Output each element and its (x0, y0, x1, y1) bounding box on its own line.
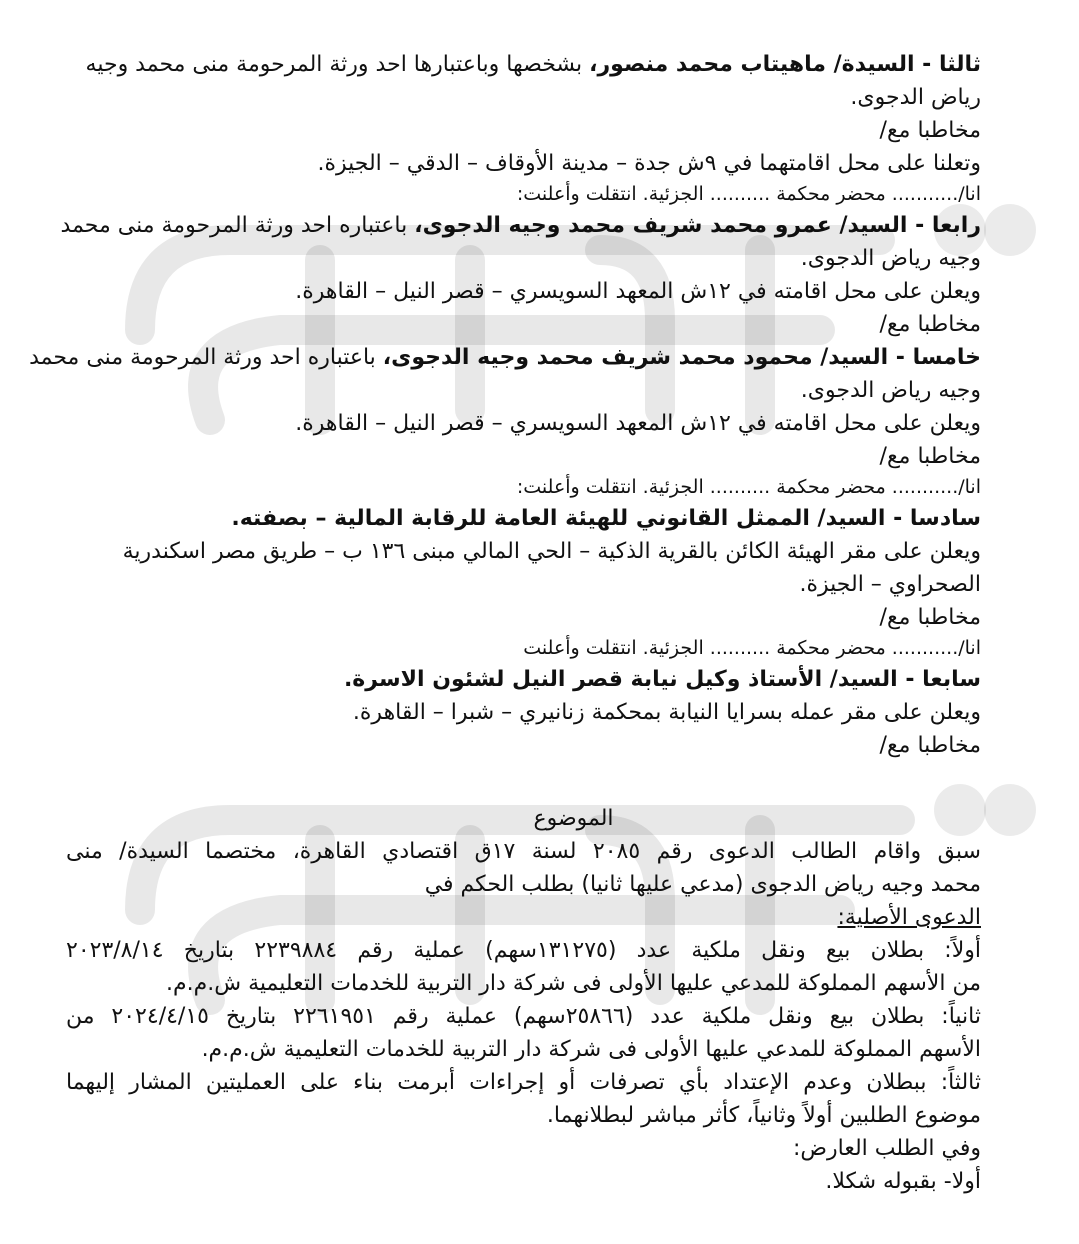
text-line (66, 901, 981, 934)
line-text: وتعلنا على محل اقامتهما في ٩ش جدة – مدينة الأوقاف – الدقي – الجيزة. (317, 151, 981, 176)
text-line (66, 473, 981, 502)
text-line (66, 663, 981, 696)
line-text: موضوع الطلبين أولاً وثانياً، كأثر مباشر لبطلانهما. (546, 1103, 981, 1128)
line-text: أولاً: بطلان بيع ونقل ملكية عدد (١٣١٢٧٥سهم) عملية رقم ٢٢٣٩٨٨٤ بتاريخ ٢٠٢٣/٨/١٤ (66, 938, 981, 963)
text-line (66, 535, 981, 568)
text-line (66, 967, 981, 1000)
text-line (66, 308, 981, 341)
text-line (66, 835, 981, 868)
line-text: محمد وجيه رياض الدجوى (مدعي عليها ثانيا) بطلب الحكم في (424, 872, 981, 897)
text-line (66, 374, 981, 407)
text-line (66, 440, 981, 473)
line-text: مخاطبا مع/ (879, 605, 981, 630)
line-text: باعتباره احد ورثة المرحومة منى محمد (60, 213, 415, 238)
text-line (66, 180, 981, 209)
line-text: وجيه رياض الدجوى. (800, 246, 981, 271)
line-text: مخاطبا مع/ (879, 733, 981, 758)
line-text: مخاطبا مع/ (879, 118, 981, 143)
text-line (66, 1132, 981, 1165)
text-line (66, 1099, 981, 1132)
line-text: ويعلن على مقر الهيئة الكائن بالقرية الذكية – الحي المالي مبنى ١٣٦ ب – طريق مصر اسكندرية (122, 539, 981, 564)
text-line (66, 48, 981, 81)
text-line (66, 729, 981, 762)
text-line (66, 568, 981, 601)
text-line (66, 81, 981, 114)
line-text: الأسهم المملوكة للمدعي عليها الأولى فى شركة دار التربية للخدمات التعليمية ش.م.م. (201, 1037, 981, 1062)
text-line (66, 242, 981, 275)
party-heading: سادسا - السيد/ الممثل القانوني للهيئة العامة للرقابة المالية – بصفته. (231, 506, 981, 531)
text-line (66, 147, 981, 180)
line-text: وفي الطلب العارض: (793, 1136, 981, 1161)
line-text: انا/........... محضر محكمة .......... الجزئية. انتقلت وأعلنت (523, 637, 981, 659)
section-heading (66, 802, 981, 835)
party-heading: خامسا - السيد/ محمود محمد شريف محمد وجيه الدجوى، (382, 345, 981, 370)
line-text: ويعلن على محل اقامته في ١٢ش المعهد السويسري – قصر النيل – القاهرة. (295, 279, 981, 304)
text-line (66, 1165, 981, 1198)
text-line (66, 1000, 981, 1033)
text-line (66, 601, 981, 634)
party-heading: سابعا - السيد/ الأستاذ وكيل نيابة قصر النيل لشئون الاسرة. (343, 667, 981, 692)
text-line (66, 114, 981, 147)
line-text: انا/........... محضر محكمة .......... الجزئية. انتقلت وأعلنت: (516, 183, 981, 205)
line-text: سبق واقام الطالب الدعوى رقم ٢٠٨٥ لسنة ١٧ق اقتصادي القاهرة، مختصما السيدة/ منى (66, 839, 981, 864)
text-line (66, 502, 981, 535)
text-line (66, 634, 981, 663)
text-line (66, 1033, 981, 1066)
line-text: ثالثاً: ببطلان وعدم الإعتداد بأي تصرفات أو إجراءات أبرمت بناء على العمليتين المشار إليهما (66, 1070, 981, 1095)
line-text: أولا- بقبوله شكلا. (825, 1169, 981, 1194)
line-text: انا/........... محضر محكمة .......... الجزئية. انتقلت وأعلنت: (516, 476, 981, 498)
line-text: مخاطبا مع/ (879, 444, 981, 469)
text-line (29, 341, 981, 374)
text-line (66, 1066, 981, 1099)
party-heading: رابعا - السيد/ عمرو محمد شريف محمد وجيه الدجوى، (414, 213, 981, 238)
line-text: الصحراوي – الجيزة. (799, 572, 981, 597)
line-text: الموضوع (533, 806, 614, 831)
text-line (66, 934, 981, 967)
line-text: بشخصها وباعتبارها احد ورثة المرحومة منى محمد وجيه (85, 52, 590, 77)
text-line (66, 868, 981, 901)
text-line (66, 407, 981, 440)
line-text: ويعلن على مقر عمله بسرايا النيابة بمحكمة زنانيري – شبرا – القاهرة. (352, 700, 981, 725)
text-line (60, 209, 981, 242)
line-text: رياض الدجوى. (850, 85, 981, 110)
line-text: وجيه رياض الدجوى. (800, 378, 981, 403)
line-text: من الأسهم المملوكة للمدعي عليها الأولى فى شركة دار التربية للخدمات التعليمية ش.م.م. (166, 971, 981, 996)
text-line (66, 696, 981, 729)
party-heading: ثالثا - السيدة/ ماهيتاب محمد منصور، (589, 52, 981, 77)
spacer (66, 762, 981, 802)
line-text: ويعلن على محل اقامته في ١٢ش المعهد السويسري – قصر النيل – القاهرة. (295, 411, 981, 436)
line-text: الدعوى الأصلية: (837, 905, 981, 930)
line-text: مخاطبا مع/ (879, 312, 981, 337)
line-text: ثانياً: بطلان بيع ونقل ملكية عدد (٢٥٨٦٦سهم) عملية رقم ٢٢٦١٩٥١ بتاريخ ٢٠٢٤/٤/١٥ من (66, 1004, 981, 1029)
line-text: باعتباره احد ورثة المرحومة منى محمد (29, 345, 383, 370)
text-line (66, 275, 981, 308)
